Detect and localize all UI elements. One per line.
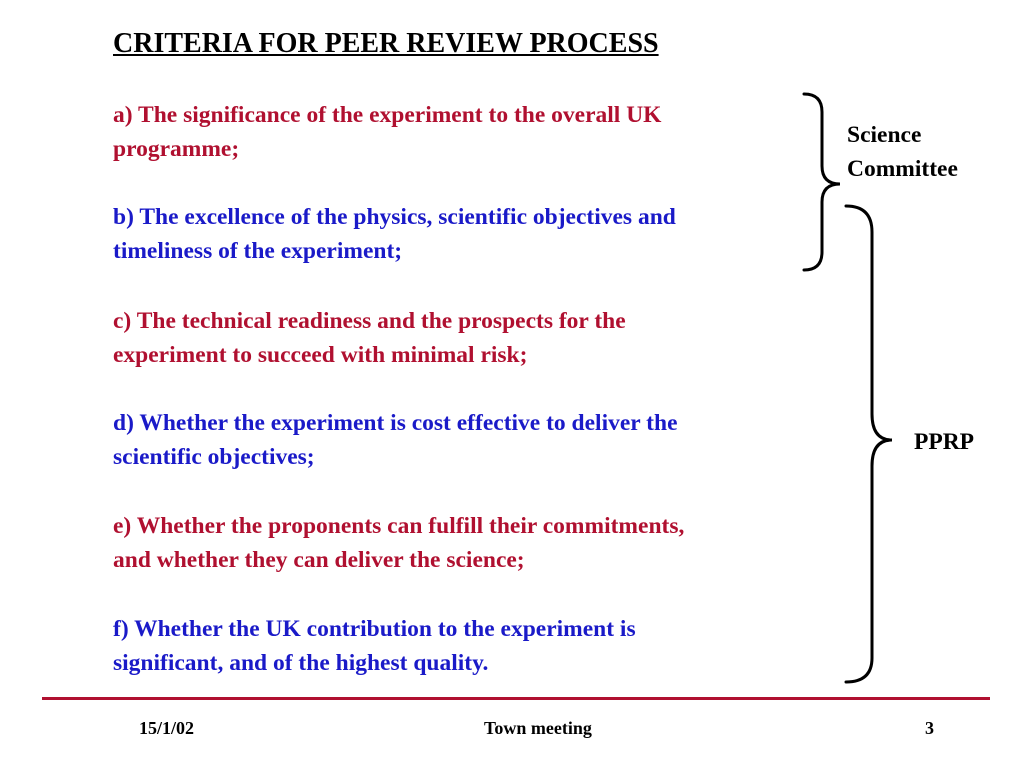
- criterion-a: a) The significance of the experiment to the overall UK programme;: [113, 102, 662, 162]
- footer-title: Town meeting: [484, 718, 592, 738]
- page-number: 3: [925, 718, 934, 738]
- footer-date: 15/1/02: [139, 718, 195, 738]
- pprp-label: PPRP: [914, 429, 975, 455]
- science-committee-brace: [804, 94, 840, 270]
- criterion-e: e) Whether the proponents can fulfill their commitments, and whether they can deliver the science;: [113, 513, 685, 573]
- pprp-brace: [846, 206, 892, 682]
- criterion-c: c) The technical readiness and the prospects for the experiment to succeed with minimal risk;: [113, 308, 626, 368]
- criterion-d: d) Whether the experiment is cost effective to deliver the scientific objectives;: [113, 410, 678, 470]
- slide-title: CRITERIA FOR PEER REVIEW PROCESS: [113, 28, 659, 59]
- science-committee-label: Science Committee: [847, 122, 958, 182]
- criterion-f: f) Whether the UK contribution to the experiment is significant, and of the highest quality.: [113, 616, 636, 676]
- criterion-b: b) The excellence of the physics, scientific objectives and timeliness of the experiment;: [113, 204, 676, 264]
- footer-divider: [42, 697, 990, 700]
